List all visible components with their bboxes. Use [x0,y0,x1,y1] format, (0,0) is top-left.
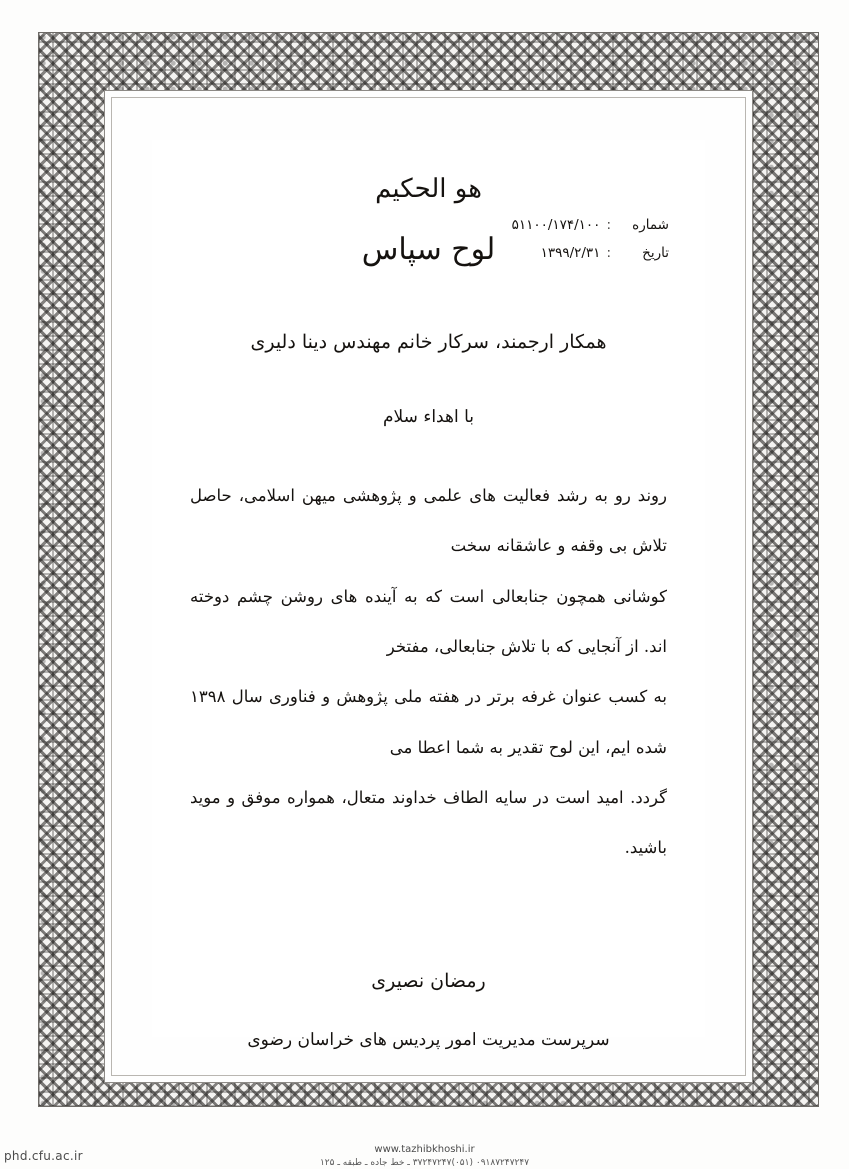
signer-role: سرپرست مدیریت امور پردیس های خراسان رضوی [247,1029,610,1050]
page-title: لوح سپاس [361,232,496,267]
document-meta [512,212,669,267]
date-label: تاریخ [642,244,669,261]
salutation-line: با اهداء سلام [383,407,474,427]
signature-block [186,970,671,1050]
number-separator: : [606,217,611,233]
body-line: گردد. امید است در سایه الطاف خداوند متعال، همواره موفق و موید باشید. [190,787,667,858]
watermark-left: phd.cfu.ac.ir [4,1149,83,1163]
body-line: روند رو به رشد فعالیت های علمی و پژوهشی میهن اسلامی، حاصل تلاش بی وقفه و عاشقانه سخت [190,486,667,556]
certificate-text-area [152,140,705,1050]
date-separator: : [606,244,611,261]
footer-watermarks [0,1133,849,1169]
bismillah-heading: هو الحکیم [375,174,482,204]
watermark-center-url: www.tazhibkhoshi.ir [374,1144,475,1155]
number-label: شماره [632,217,669,233]
date-value: ۱۳۹۹/۲/۳۱ [540,244,601,261]
signer-name: رمضان نصیری [371,969,486,992]
watermark-bottom-contact: ۰۹۱۸۷۲۴۷۲۴۷ (۰۵۱)۳۷۲۴۷۲۴۷ ـ خط جاده ـ طبقه ـ ۱۲۵ [319,1158,530,1168]
meta-row-number [512,212,669,240]
number-value: ۵۱۱۰۰/۱۷۴/۱۰۰ [511,217,601,233]
body-line: به کسب عنوان غرفه برتر در هفته ملی پژوهش و فناوری سال ۱۳۹۸ شده ایم، این لوح تقدیر به شما اعطا می [190,687,667,757]
meta-row-date [512,240,669,268]
body-line: کوشانی همچون جنابعالی است که به آینده های روشن چشم دوخته اند. از آنجایی که با تلاش جنابعالی، مفتخر [190,586,667,656]
addressee-line: همکار ارجمند، سرکار خانم مهندس دینا دلیری [250,331,607,353]
body-text [190,471,667,874]
